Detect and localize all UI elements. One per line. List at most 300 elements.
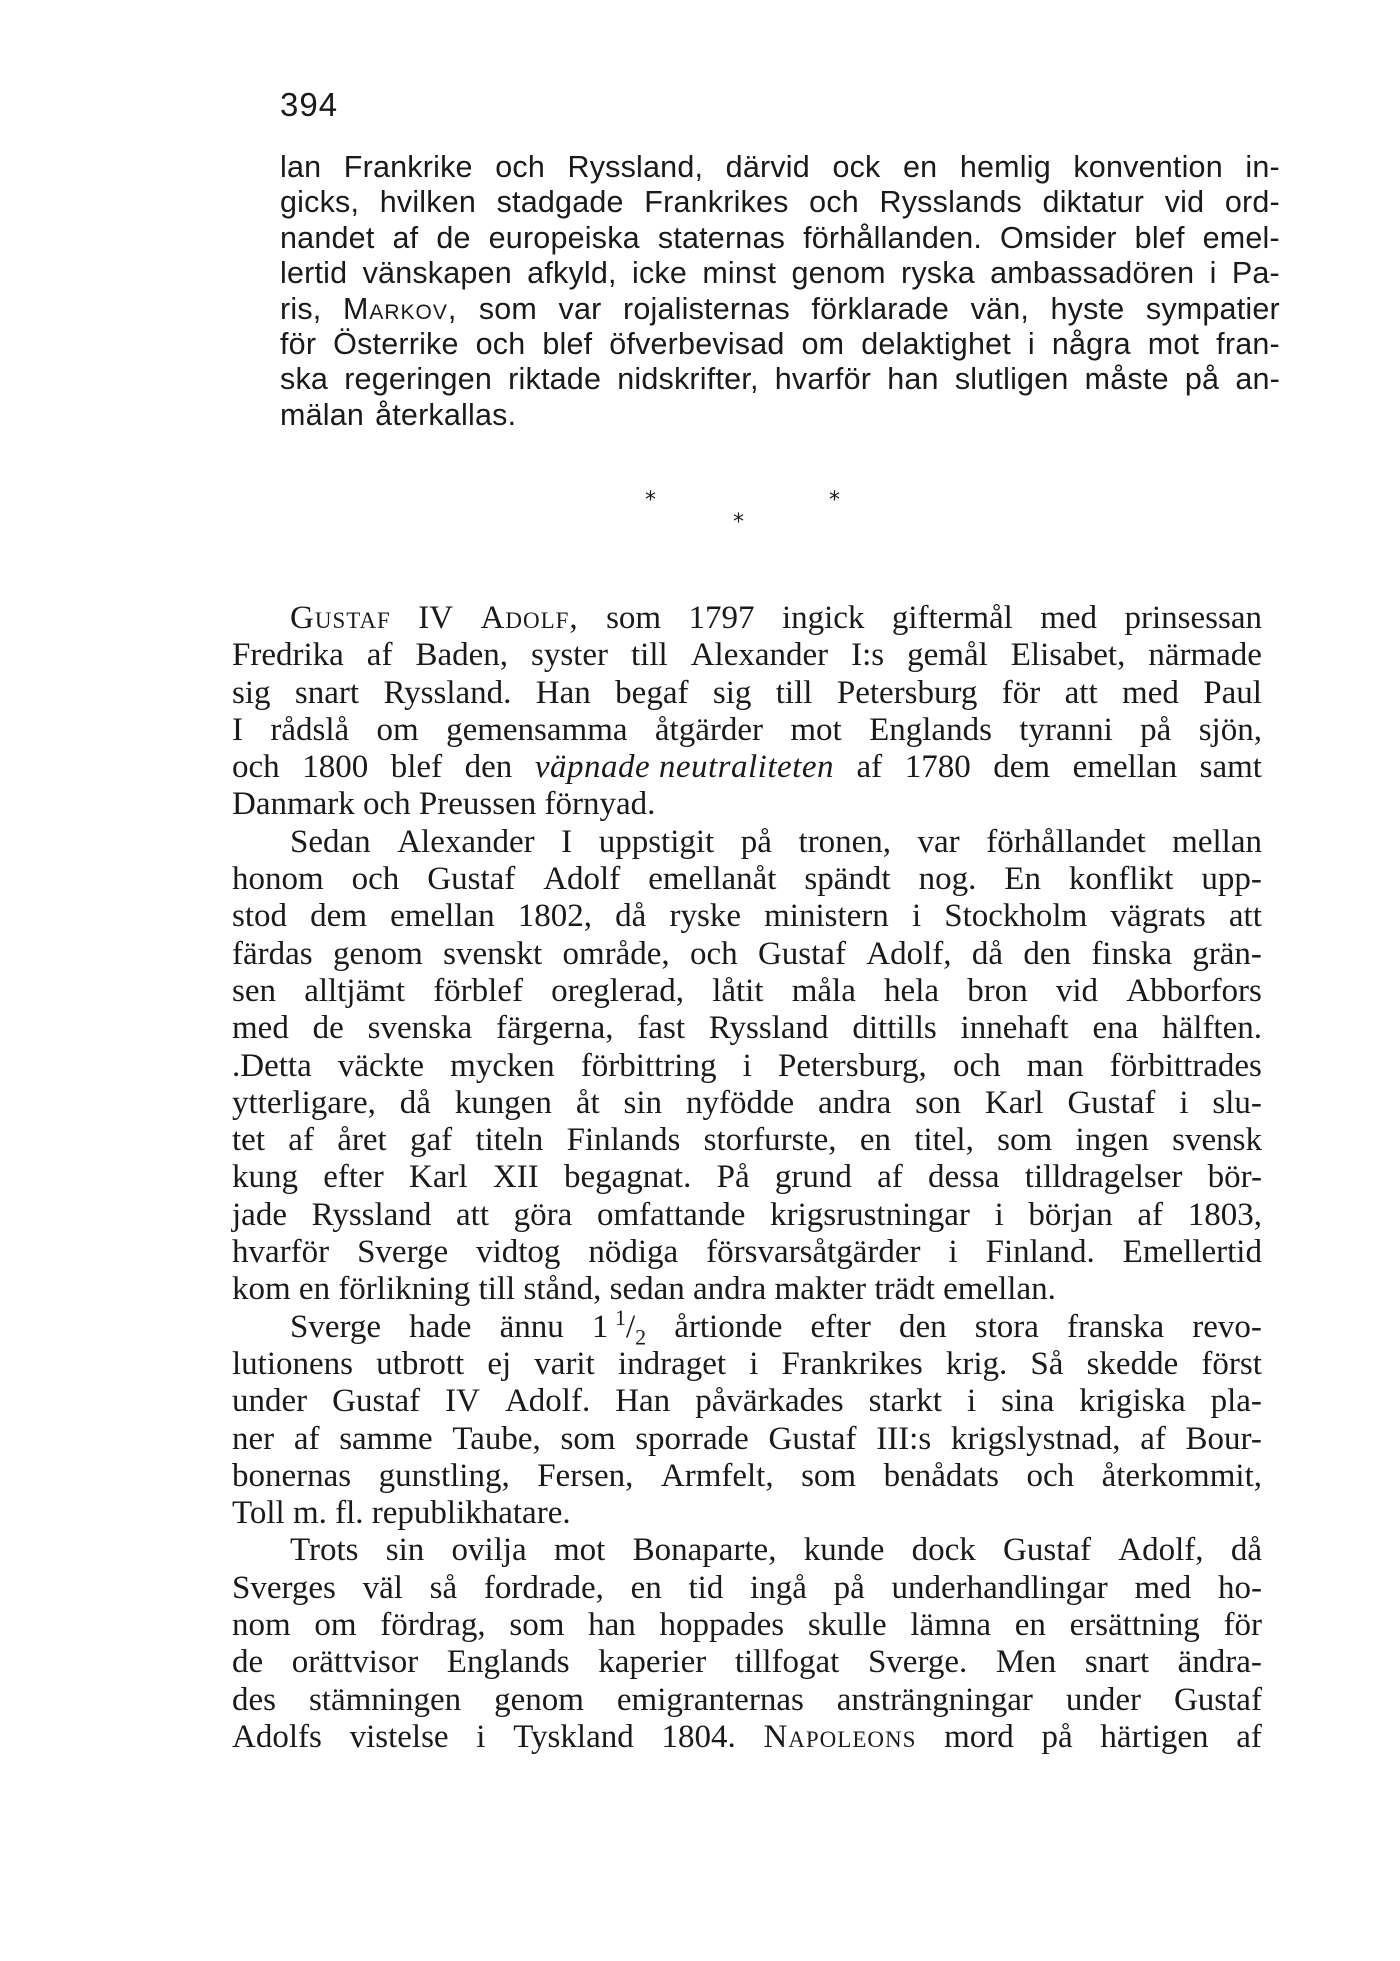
word: Taube, [452,1420,541,1457]
word: Österrike [333,327,459,362]
word: vänskapen [362,256,512,291]
word: Bonaparte, [632,1532,777,1569]
word: innehaft [960,1010,1069,1047]
word: ambassadören [990,256,1195,291]
word: ska [280,362,329,397]
word: Han [535,674,591,711]
word: till [775,674,813,711]
word: lertid [280,256,348,291]
word: då [1230,1532,1262,1569]
word: Gustaf [290,600,391,636]
word: rojalisternas [622,291,790,326]
word: rådslå [270,711,350,748]
word: syster [531,637,608,674]
word: som [606,600,662,636]
word: Adolf, [1118,1532,1204,1569]
word: och [475,327,526,362]
word: förblef [433,972,523,1009]
word: dem [310,898,367,935]
word: emel- [1202,220,1280,255]
word: på [1184,362,1220,397]
word: stora [974,1308,1039,1345]
word: honom [232,861,324,898]
word: en [630,1569,662,1606]
word: ingen [1075,1122,1149,1159]
word: prinsessan [1124,600,1262,636]
word: tyranni [1019,711,1113,748]
word: slu- [1212,1084,1262,1121]
word: på [1041,1718,1073,1755]
word: som [509,1607,565,1644]
word: väckte [337,1047,424,1084]
word: titel, [914,1122,974,1159]
word: som [478,291,538,326]
word: krig. [945,1345,1008,1382]
text-line [232,973,1262,1010]
word: och [809,185,859,220]
text-line [232,1682,1262,1719]
word: gunstling, [378,1457,510,1494]
word: sin [623,1084,663,1121]
word: en [903,150,938,184]
text-line [232,1421,1262,1458]
text-line [232,861,1262,898]
word: blef [542,327,593,362]
word: så [429,1569,458,1606]
word: IV [418,600,454,636]
word: kom en förlikning till stånd, sedan andra makter trädt emellan. [232,1271,1056,1308]
word: ansträngningar [836,1681,1033,1718]
word: samt [1199,749,1262,786]
word: oreglerad, [551,972,685,1009]
word: Danmark och Preussen förnyad. [232,786,656,823]
word: hyste [1050,291,1125,326]
word: färgerna, [495,1010,614,1047]
word: då [399,1084,431,1121]
word: då [971,935,1003,972]
word: Adolfs [232,1718,322,1755]
word: Baden, [415,637,508,674]
word: den [899,1308,947,1345]
word: nandet [280,220,375,255]
word: uppstigit [598,823,715,860]
word: Alexander [397,823,535,860]
word: 1797 [688,600,755,636]
page-number: 394 [280,86,339,123]
word: gemål [907,637,988,674]
text-line [232,1644,1262,1681]
word: och [952,1047,1001,1084]
word: de [232,1644,264,1681]
word: som [997,1122,1053,1159]
word: i [742,1047,752,1084]
word: under [232,1383,308,1420]
word: mot [1147,327,1200,362]
word: förhållanden. [803,220,983,255]
word: upp- [1201,861,1262,898]
separator-star: * [829,488,840,513]
word: I [561,823,573,860]
word: bron [967,972,1028,1009]
word: orättvisor [291,1644,419,1681]
word: Napoleons [763,1718,917,1755]
word: fast [637,1010,685,1047]
word: af [856,749,883,786]
word: i [911,898,922,935]
word: Karl [408,1159,468,1196]
word: staternas [657,220,786,255]
word: Petersburg [836,674,978,711]
word: ris, [280,291,322,326]
word: som [560,1420,616,1457]
word: Bour- [1185,1420,1262,1457]
text-line [232,1346,1262,1383]
word: kung [232,1159,298,1196]
word: Petersburg, [777,1047,927,1084]
text-line [232,1383,1262,1420]
word: var [558,291,602,326]
word: Fredrika [232,637,344,674]
word: Paul [1203,674,1262,711]
word: Sverge [357,1234,449,1271]
word: att [1228,898,1262,935]
word: sympatier [1145,291,1280,326]
word: dittills [852,1010,937,1047]
word: snart [1084,1644,1150,1681]
word: .Detta [232,1047,312,1084]
word: Sverge. [867,1644,968,1681]
word: Gustaf [1067,1084,1156,1121]
word: område, [562,935,670,972]
word: Trots [290,1532,359,1569]
word: med [1040,600,1098,636]
word: ryske [669,898,741,935]
word: På [716,1159,750,1196]
text-line [280,398,1280,433]
word: och [689,935,738,972]
word: Englands [869,711,992,748]
word: in- [1245,150,1280,184]
word: 1 [591,1308,609,1345]
word: Ryssland [708,1010,829,1047]
word: vistelse [349,1718,449,1755]
word: Fersen, [537,1457,634,1494]
word: stämningen [308,1681,462,1718]
word: härtigen [1100,1718,1209,1755]
word: sig [712,674,752,711]
word: IV [445,1383,480,1420]
word: krigiska [1079,1383,1186,1420]
word: Tyskland [513,1718,634,1755]
separator-star: * [645,488,656,513]
word: i [948,1234,958,1271]
word: på [740,823,772,860]
word: III:s [876,1420,932,1457]
word: tid [688,1569,724,1606]
text-line [232,675,1262,712]
text-line [280,256,1280,291]
text-line [280,292,1280,327]
word: måste [1084,362,1169,397]
text-line [280,362,1280,397]
word: kunde [803,1532,885,1569]
word: jade [232,1196,287,1233]
word: finska [1091,935,1172,972]
word: på [1140,711,1172,748]
word: lan [280,150,322,184]
word: gicks, [280,185,360,220]
word: försvarsåtgärder [706,1234,921,1271]
word: storfurste, [703,1122,837,1159]
word: hvilken [379,185,477,220]
word: dem [993,749,1051,786]
word: Elisabet, [1010,637,1126,674]
text-line [232,1085,1262,1122]
word: att [1064,674,1098,711]
word: Englands [446,1644,570,1681]
word: Sverge [290,1308,382,1345]
word: året [337,1122,387,1159]
word: mellan [1172,823,1262,860]
word: varit [534,1345,595,1382]
word: Ryssland. [383,674,512,711]
word: vid [1164,185,1205,220]
word: Gustaf [1003,1532,1092,1569]
word: efter [810,1308,871,1345]
word: 1804. [661,1718,736,1755]
text-line [232,936,1262,973]
text-line [232,1234,1262,1271]
word: ho- [1218,1569,1262,1606]
text-line [232,1197,1262,1234]
word: ena [1092,1010,1139,1047]
fraction-denominator: 2 [635,1324,647,1350]
word: åtgärder [654,711,763,748]
word: Men [995,1644,1057,1681]
word: gaf [410,1122,453,1159]
word: emellan [390,898,495,935]
word: benådats [883,1457,1000,1494]
text-line [232,1570,1262,1607]
word: Pa- [1231,256,1280,291]
text-line [232,898,1262,935]
word: konvention [1073,150,1223,184]
word: fordrade, [483,1569,604,1606]
word: genom [791,256,886,291]
word: ingå [750,1569,807,1606]
word: tronen, [798,823,891,860]
word: kungen [454,1084,552,1121]
word: att [456,1196,489,1233]
word: genom [332,935,423,972]
word: låtit [712,972,764,1009]
word: konflikt [1068,861,1174,898]
word: ovilja [451,1532,527,1569]
word: nom [232,1607,291,1644]
word: sin [385,1532,425,1569]
word: de [436,220,471,255]
word: Sedan [290,823,371,860]
word: mord [944,1718,1014,1755]
word: titeln [475,1122,544,1159]
text-line [232,712,1262,749]
word: af [1140,1420,1166,1457]
word: svenska [367,1010,473,1047]
text-line [232,1719,1262,1756]
word: Karl [984,1084,1044,1121]
word: vägrats [1110,898,1206,935]
word: delaktighet [861,327,1011,362]
word: bör- [1207,1159,1262,1196]
word: Abborfors [1126,972,1262,1009]
word: sina [1001,1383,1055,1420]
word: icke [632,256,688,291]
word: Alexander [690,637,829,674]
text-line [280,221,1280,256]
word: hemlig [959,150,1051,184]
word: dock [911,1532,976,1569]
word: en [1014,1607,1046,1644]
word: mot [790,711,842,748]
word: stod [232,898,288,935]
word: Finland. [985,1234,1095,1271]
word: hela [884,972,940,1009]
word: ner [232,1420,275,1457]
word: Frankrikes [644,185,789,220]
text-line [232,637,1262,674]
word: Ryssland [311,1196,432,1233]
word: tillfogat [734,1644,840,1681]
word: ryska [900,256,975,291]
word: Rysslands [879,185,1022,220]
word: hvarför [774,362,872,397]
word: Stockholm [944,898,1088,935]
word: Omsider [1000,220,1117,255]
word: snart [294,674,360,711]
word: europeiska [488,220,640,255]
word: regeringen [344,362,493,397]
word: förbittrades [1109,1047,1262,1084]
word: af [1137,1196,1164,1233]
word: Gustaf [332,1383,421,1420]
word: diktatur [1042,185,1145,220]
word: och [1026,1457,1075,1494]
word: alltjämt [304,972,405,1009]
word: ännu [499,1308,564,1345]
word: 1803, [1187,1196,1262,1233]
word: några [1051,327,1131,362]
text-line [232,1271,1262,1308]
word: förhållandet [986,823,1146,860]
word: lutionens [232,1345,353,1382]
text-line [232,1010,1262,1047]
word: blef [390,749,443,786]
word: Markov, [342,291,458,326]
word: I [232,711,243,748]
fraction-slash: / [625,1308,636,1345]
word: i [1027,327,1035,362]
text-line [232,600,1262,637]
word: indraget [617,1345,727,1382]
word: närmade [1148,637,1262,674]
word: årtionde [674,1308,783,1345]
word: med [232,1010,289,1047]
word: Så [1030,1345,1064,1382]
word: revo- [1192,1308,1262,1345]
text-line [232,1532,1262,1569]
word: an- [1235,362,1280,397]
word: till [631,637,668,674]
word: sen [232,972,276,1009]
word: slutligen [954,362,1069,397]
word: 1802, [517,898,593,935]
word: stadgade [496,185,624,220]
word: emellanåt [648,861,777,898]
word: för [1223,1607,1262,1644]
word: af [293,1420,320,1457]
word: ord- [1224,185,1280,220]
word: dessa [928,1159,1000,1196]
word: Gustaf [427,861,516,898]
word: svensk [1172,1122,1262,1159]
word: ersättning [1069,1607,1200,1644]
word: son [915,1084,962,1121]
word: öfverbevisad [609,327,785,362]
word: Toll m. fl. republikhatare. [232,1495,571,1532]
word: om [314,1607,357,1644]
word: den [464,749,513,786]
word: tet [232,1122,265,1159]
word: ytterligare, [232,1084,376,1121]
word: och [495,150,545,184]
word: des [232,1681,276,1718]
word: giftermål [891,600,1013,636]
word: tilldragelser [1024,1159,1183,1196]
word: den [1023,935,1071,972]
word: i [476,1718,486,1755]
word: af [877,1159,903,1196]
word: påvärkades [695,1383,844,1420]
word: gemensamma [446,711,628,748]
word: i [994,1196,1004,1233]
word: begagnat. [563,1159,692,1196]
word: 1800 [302,749,369,786]
word: Emellertid [1122,1234,1262,1271]
word: väl [362,1569,403,1606]
word: i [1179,1084,1189,1121]
word: riktade [508,362,602,397]
word: på [833,1569,865,1606]
word: Adolf [543,861,621,898]
word: för [1001,674,1041,711]
paragraph-section-1 [280,150,1280,433]
word: I:s [851,637,885,674]
word: hoppades [659,1607,785,1644]
word: för [280,327,317,362]
text-line [232,749,1262,786]
word: genom [494,1681,584,1718]
text-line [232,1304,1262,1350]
word: nidskrifter, [617,362,759,397]
word: starkt [868,1383,942,1420]
word: Finlands [566,1122,681,1159]
word: grän- [1192,935,1262,972]
text-line [280,185,1280,220]
word: i [966,1383,977,1420]
word: skedde [1086,1345,1179,1382]
word: utbrott [376,1345,465,1382]
text-line [232,1122,1262,1159]
